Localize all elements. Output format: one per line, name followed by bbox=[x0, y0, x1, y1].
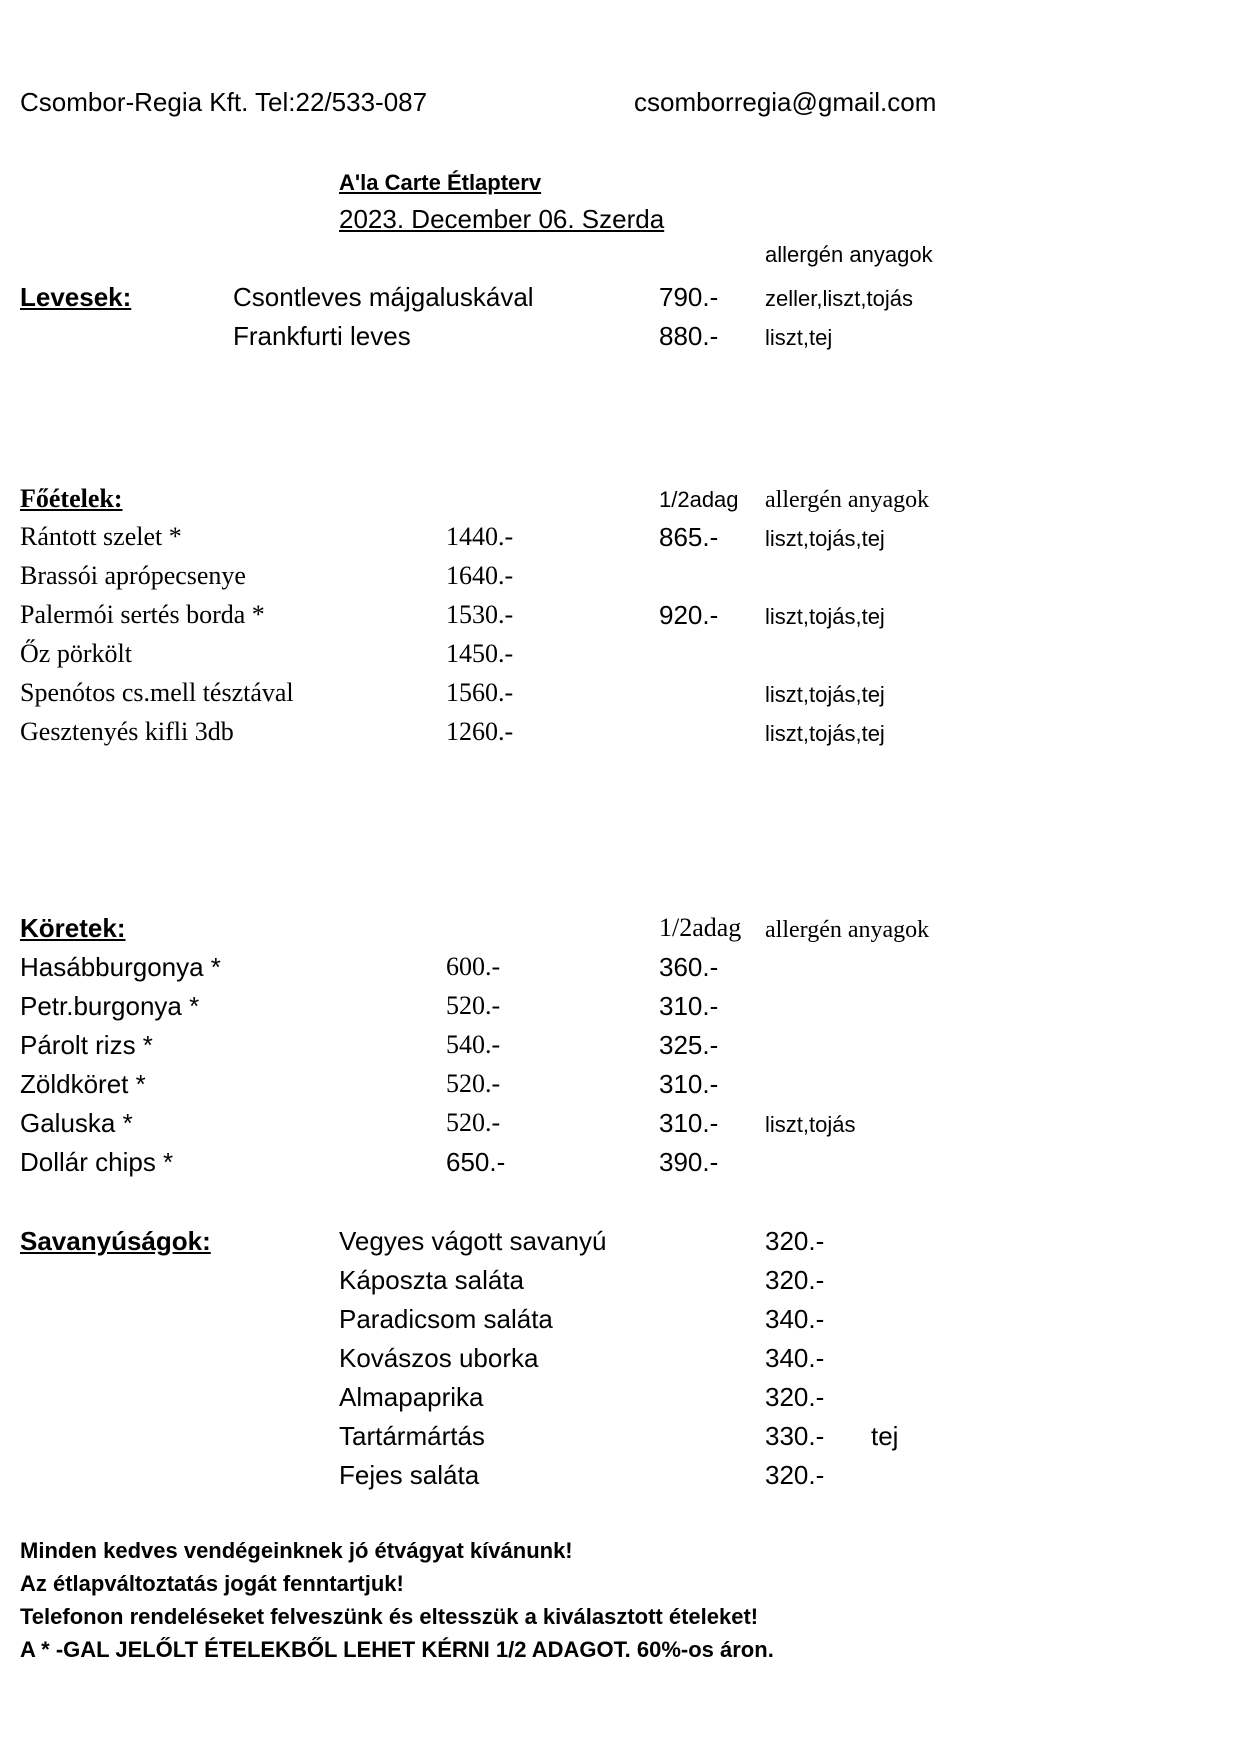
footer-note: A * -GAL JELŐLT ÉTELEKBŐL LEHET KÉRNI 1/2 ADAGOT. 60%-os áron. bbox=[20, 1637, 774, 1662]
foetelek-allergen-header: allergén anyagok bbox=[765, 487, 930, 513]
main-dish-half-price: 920.- bbox=[659, 600, 719, 630]
side-dish-half-price: 310.- bbox=[659, 1069, 719, 1099]
main-dish-allergens: liszt,tojás,tej bbox=[765, 682, 885, 707]
pickle-allergens: tej bbox=[871, 1421, 899, 1451]
soup-name: Csontleves májgaluskával bbox=[233, 282, 534, 312]
savanyusagok-heading: Savanyúságok: bbox=[20, 1226, 211, 1256]
soup-allergens: liszt,tej bbox=[765, 325, 833, 350]
main-dish-price: 1440.- bbox=[446, 522, 514, 551]
pickle-name: Kovászos uborka bbox=[339, 1343, 539, 1373]
pickle-name: Fejes saláta bbox=[339, 1460, 480, 1490]
side-dish-price: 520.- bbox=[446, 1108, 501, 1137]
levesek-heading: Levesek: bbox=[20, 282, 132, 312]
pickle-name: Paradicsom saláta bbox=[339, 1304, 553, 1334]
email-address[interactable]: csomborregia@gmail.com bbox=[634, 87, 937, 117]
side-dish-name: Hasábburgonya * bbox=[20, 952, 221, 982]
side-dish-name: Dollár chips * bbox=[20, 1147, 174, 1177]
main-dish-price: 1260.- bbox=[446, 717, 514, 746]
pickle-price: 340.- bbox=[765, 1304, 825, 1334]
main-dish-allergens: liszt,tojás,tej bbox=[765, 604, 885, 629]
main-dish-price: 1450.- bbox=[446, 639, 514, 668]
pickle-name: Vegyes vágott savanyú bbox=[339, 1226, 607, 1256]
soup-price: 790.- bbox=[659, 282, 719, 312]
levesek-allergen-header: allergén anyagok bbox=[765, 242, 933, 267]
main-dish-half-price: 865.- bbox=[659, 522, 719, 552]
koretek-heading: Köretek: bbox=[20, 913, 126, 943]
pickle-price: 320.- bbox=[765, 1460, 825, 1490]
main-dish-price: 1560.- bbox=[446, 678, 514, 707]
koretek-half-header: 1/2adag bbox=[659, 913, 742, 942]
footer-note: Az étlapváltoztatás jogát fenntartjuk! bbox=[20, 1571, 404, 1596]
main-dish-name: Gesztenyés kifli 3db bbox=[20, 717, 234, 746]
side-dish-name: Zöldköret * bbox=[20, 1069, 146, 1099]
pickle-price: 320.- bbox=[765, 1382, 825, 1412]
main-dish-name: Palermói sertés borda * bbox=[20, 600, 265, 629]
foetelek-heading: Főételek: bbox=[20, 484, 123, 513]
main-dish-name: Rántott szelet * bbox=[20, 522, 182, 551]
side-dish-price: 650.- bbox=[446, 1147, 506, 1177]
side-dish-half-price: 390.- bbox=[659, 1147, 719, 1177]
menu-title: A'la Carte Étlapterv bbox=[339, 170, 542, 195]
menu-date: 2023. December 06. Szerda bbox=[339, 204, 665, 234]
side-dish-price: 520.- bbox=[446, 991, 501, 1020]
main-dish-price: 1640.- bbox=[446, 561, 514, 590]
soup-price: 880.- bbox=[659, 321, 719, 351]
koretek-allergen-header: allergén anyagok bbox=[765, 917, 930, 943]
pickle-price: 340.- bbox=[765, 1343, 825, 1373]
side-dish-name: Petr.burgonya * bbox=[20, 991, 200, 1021]
pickle-name: Káposzta saláta bbox=[339, 1265, 525, 1295]
side-dish-half-price: 360.- bbox=[659, 952, 719, 982]
main-dish-name: Spenótos cs.mell tésztával bbox=[20, 678, 294, 707]
side-dish-half-price: 325.- bbox=[659, 1030, 719, 1060]
side-dish-half-price: 310.- bbox=[659, 1108, 719, 1138]
pickle-price: 320.- bbox=[765, 1265, 825, 1295]
main-dish-price: 1530.- bbox=[446, 600, 514, 629]
main-dish-name: Őz pörkölt bbox=[20, 639, 132, 668]
foetelek-half-header: 1/2adag bbox=[659, 487, 739, 512]
main-dish-name: Brassói aprópecsenye bbox=[20, 561, 246, 590]
main-dish-allergens: liszt,tojás,tej bbox=[765, 721, 885, 746]
soup-name: Frankfurti leves bbox=[233, 321, 411, 351]
side-dish-price: 600.- bbox=[446, 952, 501, 981]
side-dish-half-price: 310.- bbox=[659, 991, 719, 1021]
pickle-name: Tartármártás bbox=[339, 1421, 485, 1451]
footer-note: Telefonon rendeléseket felveszünk és eltesszük a kiválasztott ételeket! bbox=[20, 1604, 759, 1629]
side-dish-price: 520.- bbox=[446, 1069, 501, 1098]
side-dish-name: Galuska * bbox=[20, 1108, 133, 1138]
pickle-price: 320.- bbox=[765, 1226, 825, 1256]
main-dish-allergens: liszt,tojás,tej bbox=[765, 526, 885, 551]
side-dish-price: 540.- bbox=[446, 1030, 501, 1059]
pickle-name: Almapaprika bbox=[339, 1382, 484, 1412]
company-info: Csombor-Regia Kft. Tel:22/533-087 bbox=[20, 87, 428, 117]
soup-allergens: zeller,liszt,tojás bbox=[765, 286, 913, 311]
side-dish-name: Párolt rizs * bbox=[20, 1030, 153, 1060]
pickle-price: 330.- bbox=[765, 1421, 825, 1451]
side-dish-allergens: liszt,tojás bbox=[765, 1112, 856, 1137]
footer-note: Minden kedves vendégeinknek jó étvágyat kívánunk! bbox=[20, 1538, 573, 1563]
